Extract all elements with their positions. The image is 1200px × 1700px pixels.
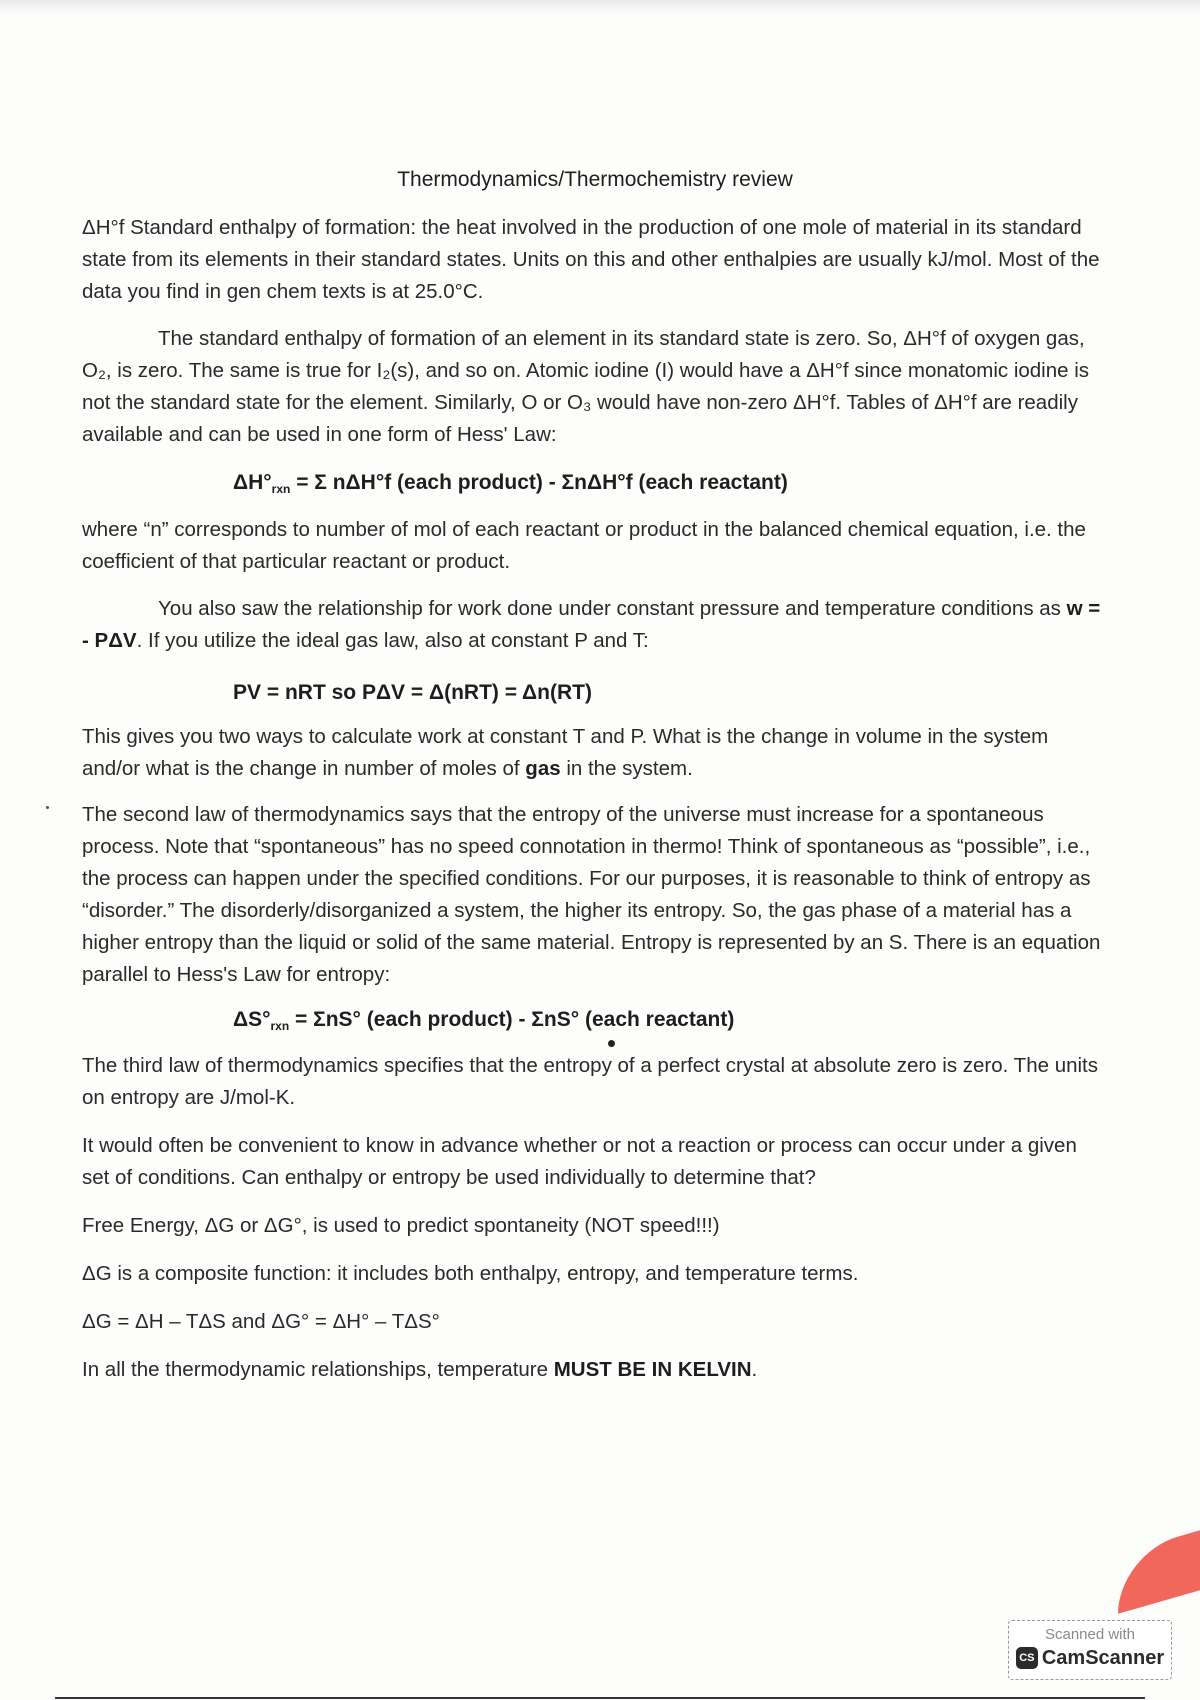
equation-gibbs: ΔG = ΔH – TΔS and ΔG° = ΔH° – TΔS° [82,1310,440,1333]
paragraph-work-text-c: . If you utilize the ideal gas law, also at constant P and T: [136,629,649,652]
equation-entropy-rhs: = ΣnS° (each product) - ΣnS° (each reactant) [289,1008,735,1031]
paragraph-standard-state: The standard enthalpy of formation of an element in its standard state is zero. So, ΔH°f of oxygen gas, O₂, is zero. The same is true for I₂(s), and so on. Atomic iodine (I) would have a ΔH°f since monatomic iodine is not the standard state for the element. Similarly, O or O₃ would have non-zero ΔH°f. Tables of ΔH°f are readily available and can be used in one form of Hess' Law: [82,327,1090,446]
paragraph-convenience: It would often be convenient to know in advance whether or not a reaction or process can occur under a given set of conditions. Can enthalpy or entropy be used individually to determine that? [82,1134,1077,1189]
equation-hess-subscript: rxn [271,482,291,496]
paragraph-work-text-a: You also saw the relationship for work done under constant pressure and temperature conditions as [158,597,1067,620]
camscanner-logo-icon: CS [1016,1647,1038,1669]
paragraph-kelvin-text-c: . [751,1358,758,1381]
paragraph-work [82,593,1104,657]
equation-hess-law [233,467,788,505]
paragraph-two-ways-text-c: in the system. [560,757,693,780]
paragraph-two-ways-text-a: This gives you two ways to calculate work at constant T and P. What is the change in volume in the system and/or what is the change in number of moles of [82,725,1049,780]
paragraph-free-energy: Free Energy, ΔG or ΔG°, is used to predict spontaneity (NOT speed!!!) [82,1214,720,1237]
camscanner-watermark [1008,1620,1172,1680]
equation-ideal-gas: PV = nRT so PΔV = Δ(nRT) = Δn(RT) [233,681,592,704]
equation-entropy-subscript: rxn [270,1019,290,1033]
gas-emphasis: gas [525,757,561,780]
paragraph-kelvin-text-a: In all the thermodynamic relationships, temperature [82,1358,554,1381]
paragraph-two-ways [82,721,1104,785]
equation-entropy-lhs: ΔS° [233,1008,271,1031]
paragraph-third-law: The third law of thermodynamics specifies that the entropy of a perfect crystal at absolute zero is zero. The units on entropy are J/mol-K. [82,1054,1099,1109]
watermark-scanned-label: Scanned with [1044,1626,1136,1643]
work-formula: w = - PΔV [82,597,1101,652]
equation-entropy [233,1004,734,1042]
equation-hess-lhs: ΔH° [233,471,272,494]
paragraph-enthalpy-definition: ΔH°f Standard enthalpy of formation: the heat involved in the production of one mole of material in its standard state from its elements in their standard states. Units on this and other enthalpies are usually kJ/mol. Most of the data you find in gen chem texts is at 25.0°C. [82,216,1100,303]
bottom-rule [55,1697,1145,1699]
watermark-brand-name: CamScanner [1041,1647,1165,1669]
paragraph-coefficient-text: where “n” corresponds to number of mol of each reactant or product in the balanced chemical equation, i.e. the coefficient of that particular reactant or product. [82,518,1086,573]
stray-ink-dot [608,1040,615,1047]
paragraph-composite-function: ΔG is a composite function: it includes both enthalpy, entropy, and temperature terms. [82,1262,859,1285]
paragraph-second-law: The second law of thermodynamics says that the entropy of the universe must increase for a spontaneous process. Note that “spontaneous” has no speed connotation in thermo! Think of spontaneous as “possible”, i.e., the process can happen under the specified conditions. For our purposes, it is reasonable to think of entropy as “disorder.” The disorderly/disorganized a system, the higher its entropy. So, the gas phase of a material has a higher entropy than the liquid or solid of the same material. Entropy is represented by an S. There is an equation parallel to Hess's Law for entropy: [82,803,1101,986]
stray-ink-speck [46,806,49,809]
paragraph-coefficient-note [82,514,1104,578]
page-title: Thermodynamics/Thermochemistry review [397,168,793,191]
watermark-brand [1009,1646,1171,1670]
scan-shadow-top [0,0,1200,14]
kelvin-emphasis: MUST BE IN KELVIN [553,1358,752,1381]
red-corner-mark [1118,1522,1200,1614]
equation-hess-rhs: = Σ nΔH°f (each product) - ΣnΔH°f (each reactant) [290,471,788,494]
paragraph-kelvin [82,1354,1104,1386]
